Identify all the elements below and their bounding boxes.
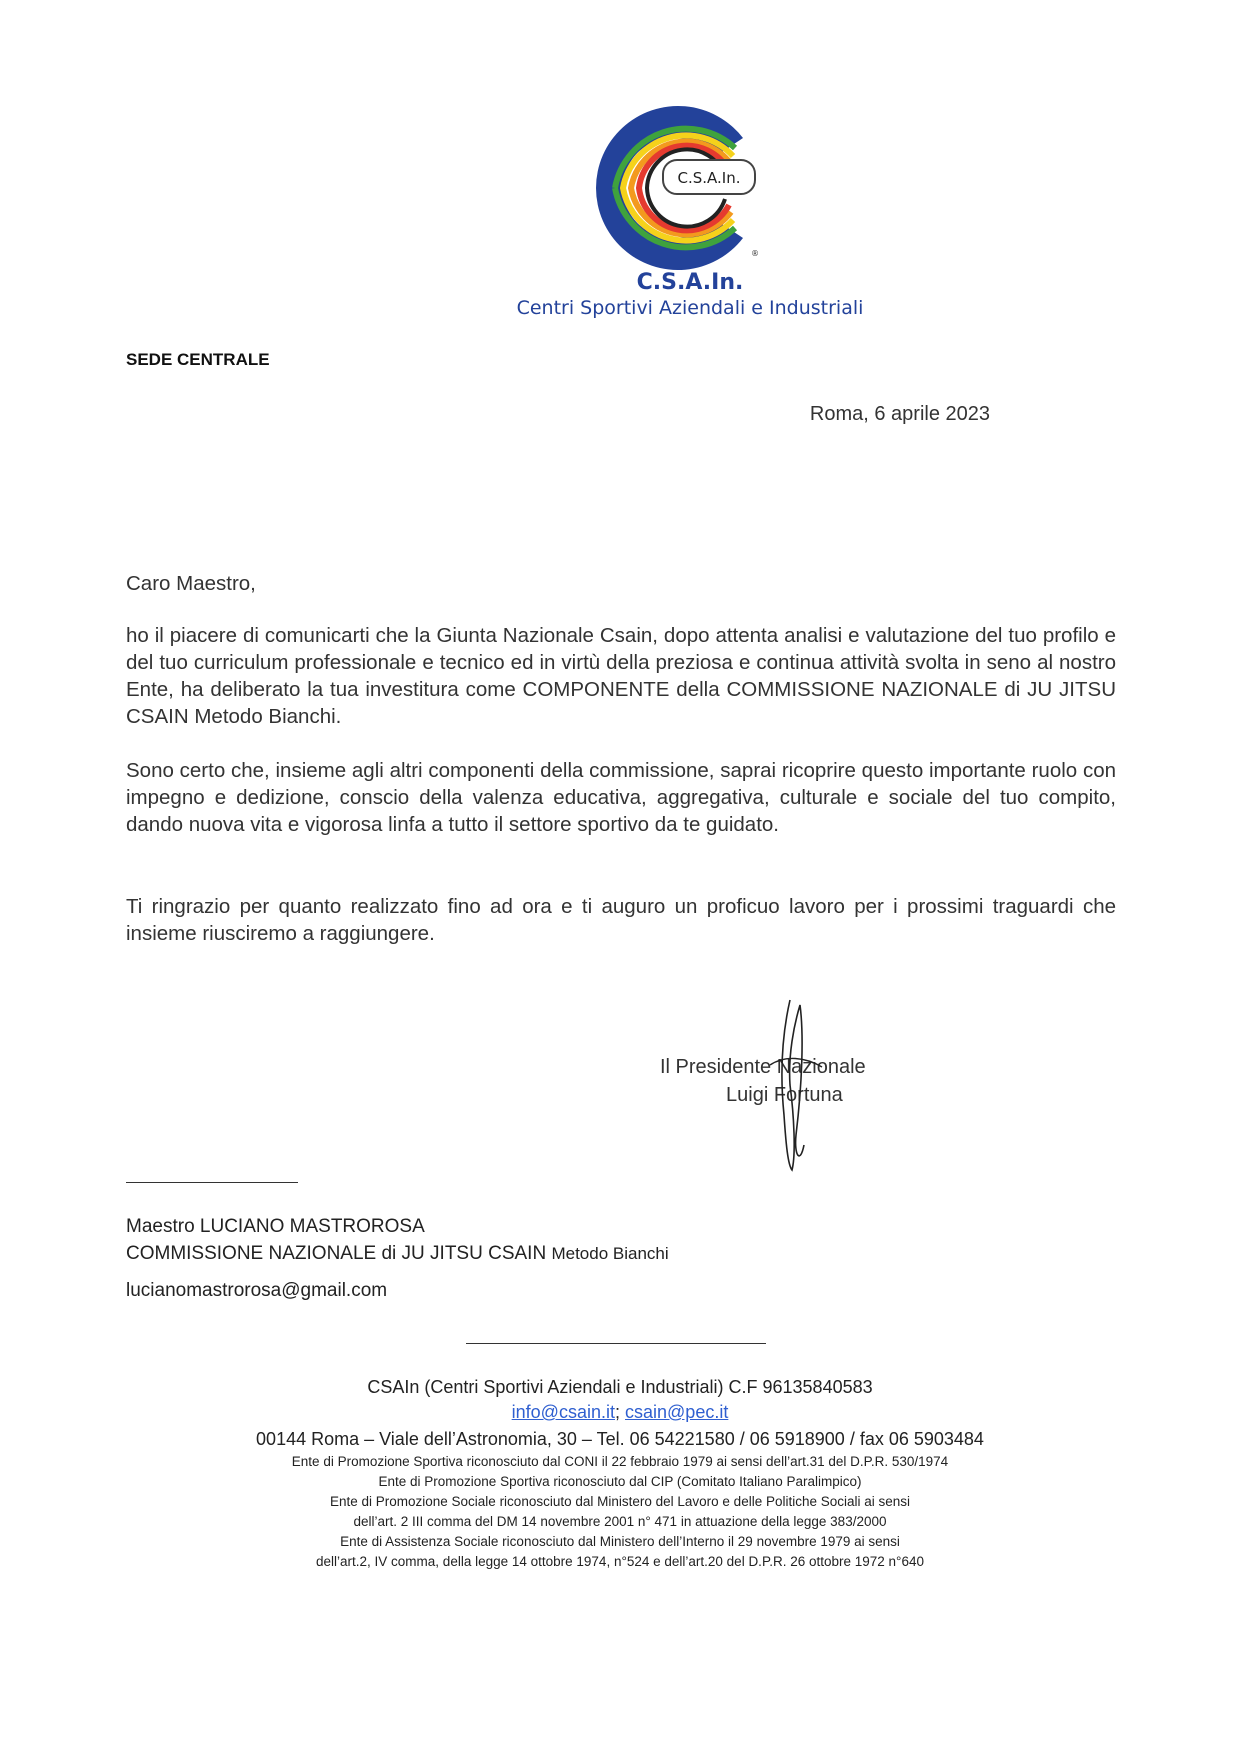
signatory-name: Luigi Fortuna bbox=[726, 1084, 843, 1106]
paragraph-1: ho il piacere di comunicarti che la Giunta Nazionale Csain, dopo attenta analisi e valutazione del tuo profilo e del tuo curriculum professionale e tecnico ed in virtù della preziosa e continua attività svolta in seno al nostro Ente, ha deliberato la tua investitura come COMPONENTE della COMMISSIONE NAZIONALE di JU JITSU CSAIN Metodo Bianchi. bbox=[126, 624, 1116, 728]
recipient-method: Metodo Bianchi bbox=[551, 1244, 669, 1263]
footer bbox=[0, 1375, 1240, 1572]
footer-legal-5: Ente di Assistenza Sociale riconosciuto dal Ministero dell’Interno il 29 novembre 1979 ai sensi bbox=[340, 1534, 900, 1549]
office-label: SEDE CENTRALE bbox=[126, 350, 270, 369]
handwritten-signature bbox=[760, 995, 830, 1175]
footer-email-pec-link[interactable]: csain@pec.it bbox=[625, 1402, 729, 1422]
footer-legal-1: Ente di Promozione Sportiva riconosciuto dal CONI il 22 febbraio 1979 ai sensi dell’art.31 del D.P.R. 530/1974 bbox=[291, 1454, 949, 1469]
svg-text:®: ® bbox=[751, 249, 759, 258]
brand-subtitle: Centri Sportivi Aziendali e Industriali bbox=[516, 297, 864, 319]
footer-email-info-link[interactable]: info@csain.it bbox=[511, 1402, 615, 1422]
footer-org-line: CSAIn (Centri Sportivi Aziendali e Industriali) C.F 96135840583 bbox=[367, 1377, 873, 1397]
footer-email-separator: ; bbox=[614, 1402, 620, 1422]
footer-emails bbox=[0, 1400, 1240, 1424]
footer-legal-2: Ente di Promozione Sportiva riconosciuto dal CIP (Comitato Italiano Paralimpico) bbox=[378, 1474, 862, 1489]
brand-name: C.S.A.In. bbox=[636, 270, 744, 295]
recipient-block bbox=[126, 1213, 669, 1267]
recipient-email: lucianomastrorosa@gmail.com bbox=[126, 1280, 388, 1301]
recipient-commission: COMMISSIONE NAZIONALE di JU JITSU CSAIN bbox=[126, 1243, 547, 1264]
signatory-title: Il Presidente Nazionale bbox=[660, 1056, 866, 1078]
recipient-line1: Maestro LUCIANO MASTROROSA bbox=[126, 1216, 425, 1237]
footer-legal-3: Ente di Promozione Sociale riconosciuto dal Ministero del Lavoro e delle Politiche Sociali ai sensi bbox=[329, 1494, 911, 1509]
greeting: Caro Maestro, bbox=[126, 572, 256, 595]
footer-legal-6: dell’art.2, IV comma, della legge 14 ottobre 1974, n°524 e dell’art.20 del D.P.R. 26 ottobre 1972 n°640 bbox=[316, 1554, 924, 1569]
footer-address: 00144 Roma – Viale dell’Astronomia, 30 – Tel. 06 54221580 / 06 5918900 / fax 06 5903484 bbox=[256, 1429, 984, 1449]
divider-center bbox=[466, 1343, 766, 1344]
recipient-line2 bbox=[126, 1240, 669, 1267]
letter-date: Roma, 6 aprile 2023 bbox=[809, 403, 990, 425]
csain-logo bbox=[575, 98, 765, 278]
logo-text: C.S.A.In. bbox=[677, 169, 741, 187]
footer-legal-4: dell’art. 2 III comma del DM 14 novembre 2001 n° 471 in attuazione della legge 383/2000 bbox=[353, 1514, 887, 1529]
divider-left bbox=[126, 1182, 298, 1183]
paragraph-2: Sono certo che, insieme agli altri componenti della commissione, saprai ricoprire questo importante ruolo con impegno e dedizione, conscio della valenza educativa, aggregativa, culturale e sociale del tuo compito, dando nuova vita e vigorosa linfa a tutto il settore sportivo da te guidato. bbox=[126, 759, 1116, 836]
paragraph-3: Ti ringrazio per quanto realizzato fino ad ora e ti auguro un proficuo lavoro per i prossimi traguardi che insieme riusciremo a raggiungere. bbox=[126, 895, 1116, 945]
